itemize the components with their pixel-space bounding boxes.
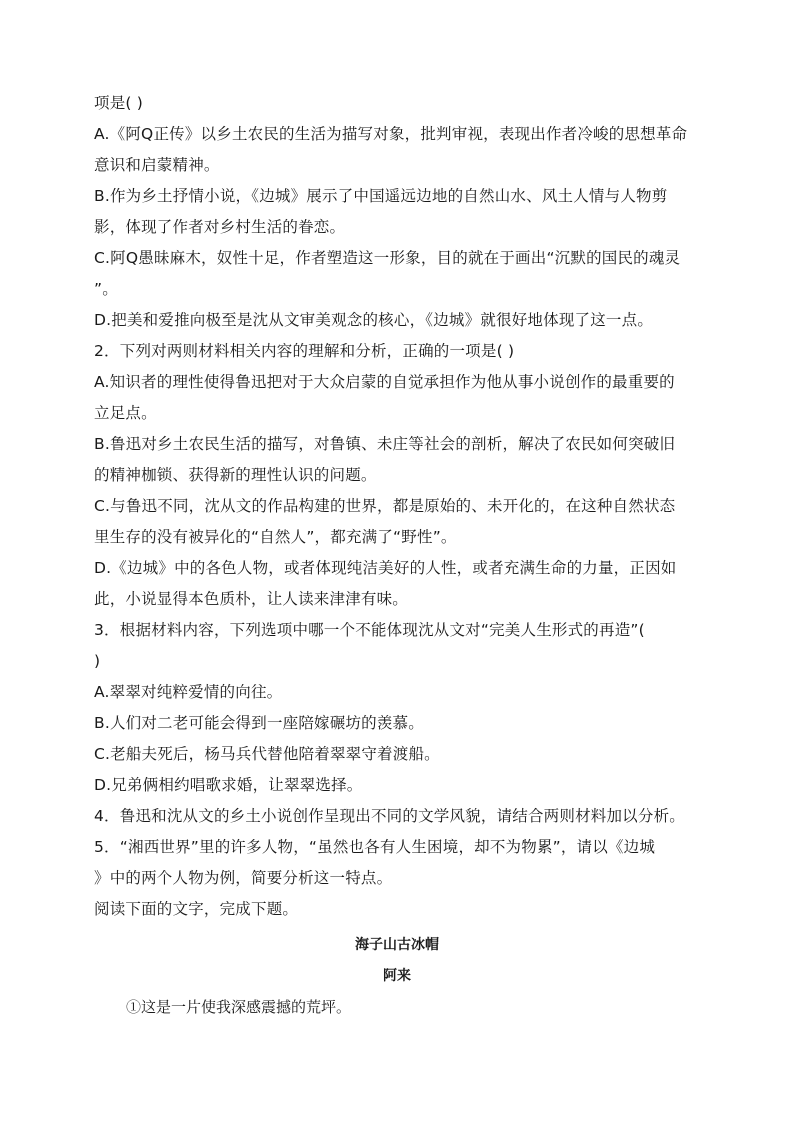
question-text-block xyxy=(94,88,704,925)
text-line: D.兄弟俩相约唱歌求婚，让翠翠选择。 xyxy=(94,776,363,794)
text-line: B.作为乡土抒情小说，《边城》展示了中国遥远边地的自然山水、风土人情与人物剪 xyxy=(94,187,668,205)
text-line: A.《阿Q正传》以乡土农民的生活为描写对象，批判审视，表现出作者冷峻的思想革命 xyxy=(94,125,688,143)
text-line: C.与鲁迅不同，沈从文的作品构建的世界，都是原始的、未开化的，在这种自然状态 xyxy=(94,497,676,515)
text-line: C.阿Q愚昧麻木，奴性十足，作者塑造这一形象，目的就在于画出“沉默的国民的魂灵 xyxy=(94,249,681,267)
text-line: B.人们对二老可能会得到一座陪嫁碾坊的羡慕。 xyxy=(94,714,424,732)
article-header xyxy=(94,930,700,992)
text-line: 5．“湘西世界”里的许多人物，“虽然也各有人生困境，却不为物累”，请以《边城 xyxy=(94,838,656,856)
article-paragraph: ①这是一片使我深感震撼的荒坪。 xyxy=(126,998,352,1016)
text-line: 3．根据材料内容，下列选项中哪一个不能体现沈从文对“完美人生形式的再造”( xyxy=(94,621,645,639)
text-line: 的精神枷锁、获得新的理性认识的问题。 xyxy=(94,466,377,484)
text-line: D.《边城》中的各色人物，或者体现纯洁美好的人性，或者充满生命的力量，正因如 xyxy=(94,559,677,577)
text-line: A.翠翠对纯粹爱情的向往。 xyxy=(94,683,283,701)
text-line: 项是( ) xyxy=(94,94,144,112)
article-title: 海子山古冰帽 xyxy=(355,937,439,953)
text-line: 阅读下面的文字，完成下题。 xyxy=(94,900,299,918)
text-line: 》中的两个人物为例，简要分析这一特点。 xyxy=(94,869,393,887)
text-line: C.老船夫死后，杨马兵代替他陪着翠翠守着渡船。 xyxy=(94,745,440,763)
text-line: ”。 xyxy=(94,280,118,298)
text-line: B.鲁迅对乡土农民生活的描写，对鲁镇、未庄等社会的剖析，解决了农民如何突破旧 xyxy=(94,435,676,453)
text-line: 立足点。 xyxy=(94,404,157,422)
text-line: 影，体现了作者对乡村生活的眷恋。 xyxy=(94,218,346,236)
text-line: 4．鲁迅和沈从文的乡土小说创作呈现出不同的文学风貌，请结合两则材料加以分析。 xyxy=(94,807,685,825)
text-line: D.把美和爱推向极至是沈从文审美观念的核心，《边城》就很好地体现了这一点。 xyxy=(94,311,654,329)
text-line: 2．下列对两则材料相关内容的理解和分析，正确的一项是( ) xyxy=(94,342,515,360)
text-line: ) xyxy=(94,652,101,670)
text-line: 里生存的没有被异化的“自然人”，都充满了“野性”。 xyxy=(94,528,457,546)
text-line: A.知识者的理性使得鲁迅把对于大众启蒙的自觉承担作为他从事小说创作的最重要的 xyxy=(94,373,675,391)
text-line: 意识和启蒙精神。 xyxy=(94,156,220,174)
article-author: 阿来 xyxy=(383,968,411,984)
text-line: 此，小说显得本色质朴，让人读来津津有味。 xyxy=(94,590,409,608)
